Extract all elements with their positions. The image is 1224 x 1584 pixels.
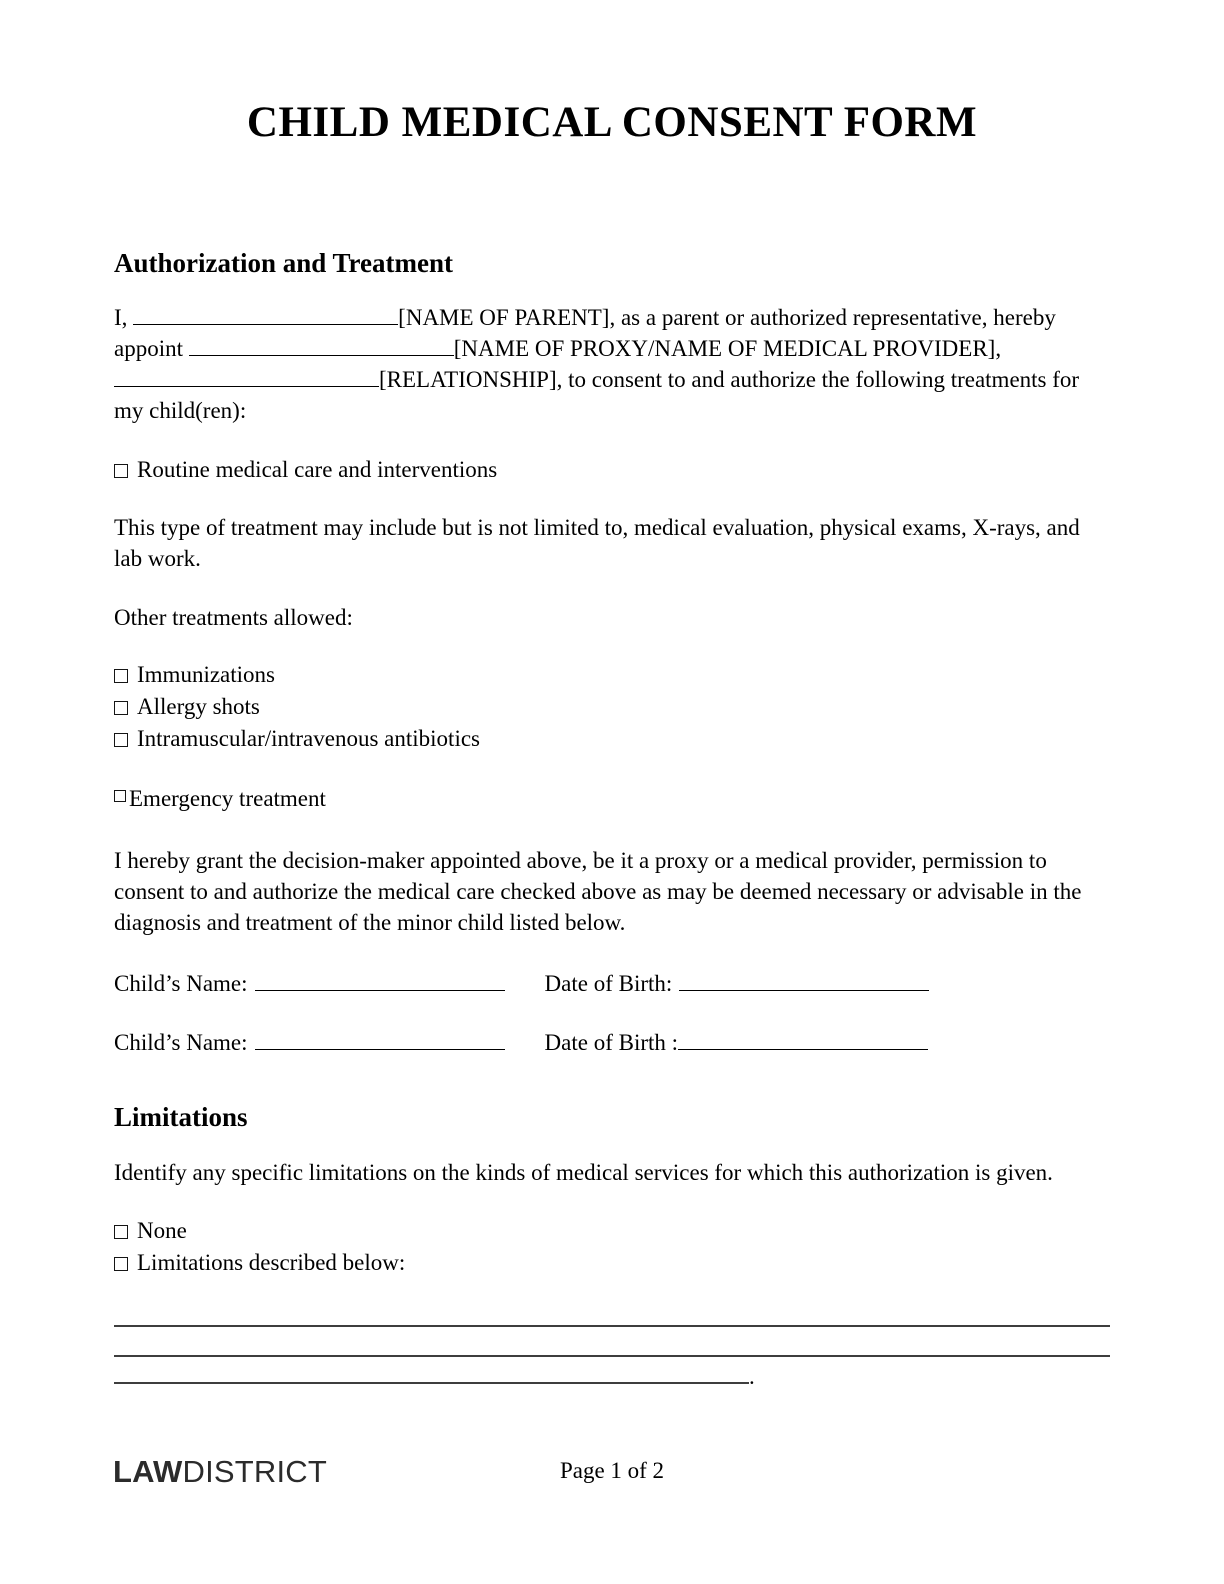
immunizations-checkbox-icon[interactable] [114, 669, 128, 683]
logo-law-text: LAW [113, 1454, 183, 1489]
limitations-writing-line-row [114, 1361, 1110, 1392]
intro-paragraph [114, 302, 1110, 426]
childs-name-label: Child’s Name: [114, 971, 248, 997]
limitations-none-option [114, 1215, 1110, 1247]
child-info-row [114, 1027, 1110, 1058]
allergy-shots-option [114, 691, 1110, 723]
child-info-row [114, 968, 1110, 999]
grant-paragraph: I hereby grant the decision-maker appointed above, be it a proxy or a medical provider, permission to consent to and authorize the medical care checked above as may be deemed necessary or advisable in the diagnosis and treatment of the minor child listed below. [114, 848, 1082, 936]
logo-district-text: DISTRICT [182, 1454, 328, 1489]
limitations-described-option [114, 1247, 1110, 1279]
antibiotics-checkbox-icon[interactable] [114, 733, 128, 747]
line-terminator: . [749, 1364, 755, 1390]
limitations-none-checkbox-icon[interactable] [114, 1225, 128, 1239]
emergency-treatment-option [114, 783, 1110, 815]
immunizations-label: Immunizations [137, 662, 275, 688]
limitations-options-list [114, 1215, 1110, 1279]
allergy-shots-checkbox-icon[interactable] [114, 701, 128, 715]
parent-name-blank[interactable] [133, 304, 398, 326]
childs-name-blank[interactable] [255, 970, 505, 992]
intro-text-3: [NAME OF PROXY/NAME OF MEDICAL PROVIDER], [453, 336, 1002, 362]
childs-name-blank[interactable] [255, 1029, 505, 1051]
proxy-name-blank[interactable] [189, 335, 454, 357]
relationship-blank[interactable] [114, 366, 379, 388]
intro-text-1: I, [114, 305, 128, 331]
page-title: CHILD MEDICAL CONSENT FORM [246, 99, 978, 146]
limitations-writing-line[interactable] [114, 1355, 1110, 1357]
treatment-scope-paragraph: This type of treatment may include but is not limited to, medical evaluation, physical exams, X-rays, and lab work. [114, 515, 1080, 572]
limitations-none-label: None [137, 1218, 187, 1244]
allergy-shots-label: Allergy shots [137, 694, 260, 720]
treatment-options-list [114, 659, 1110, 755]
intro-text-2: [NAME OF PARENT], as a parent or authorized representative, hereby appoint [114, 305, 1056, 362]
antibiotics-label: Intramuscular/intravenous antibiotics [137, 726, 480, 752]
page-footer [0, 1448, 1224, 1498]
emergency-treatment-label: Emergency treatment [129, 786, 326, 812]
routine-care-option [114, 454, 1110, 486]
limitations-writing-line[interactable] [114, 1363, 749, 1385]
section-heading-authorization: Authorization and Treatment [114, 248, 454, 279]
childs-name-label: Child’s Name: [114, 1030, 248, 1056]
routine-care-label: Routine medical care and interventions [137, 457, 498, 483]
limitations-described-checkbox-icon[interactable] [114, 1257, 128, 1271]
intro-text-4: [RELATIONSHIP], to consent to and authorize the following treatments for my child(ren): [114, 367, 1080, 424]
limitations-writing-line[interactable] [114, 1325, 1110, 1327]
lawdistrict-logo [113, 1454, 327, 1490]
section-heading-limitations: Limitations [114, 1102, 248, 1133]
antibiotics-option [114, 723, 1110, 755]
page-number: Page 1 of 2 [559, 1458, 665, 1483]
immunizations-option [114, 659, 1110, 691]
other-treatments-label: Other treatments allowed: [114, 605, 353, 631]
date-of-birth-blank[interactable] [679, 970, 929, 992]
date-of-birth-label: Date of Birth : [544, 1030, 679, 1056]
limitations-described-label: Limitations described below: [137, 1250, 406, 1276]
date-of-birth-label: Date of Birth: [544, 971, 673, 997]
routine-care-checkbox-icon[interactable] [114, 464, 128, 478]
emergency-treatment-checkbox-icon[interactable] [114, 790, 126, 802]
date-of-birth-blank[interactable] [678, 1029, 928, 1051]
limitations-instruction: Identify any specific limitations on the kinds of medical services for which this authorization is given. [114, 1160, 1053, 1186]
